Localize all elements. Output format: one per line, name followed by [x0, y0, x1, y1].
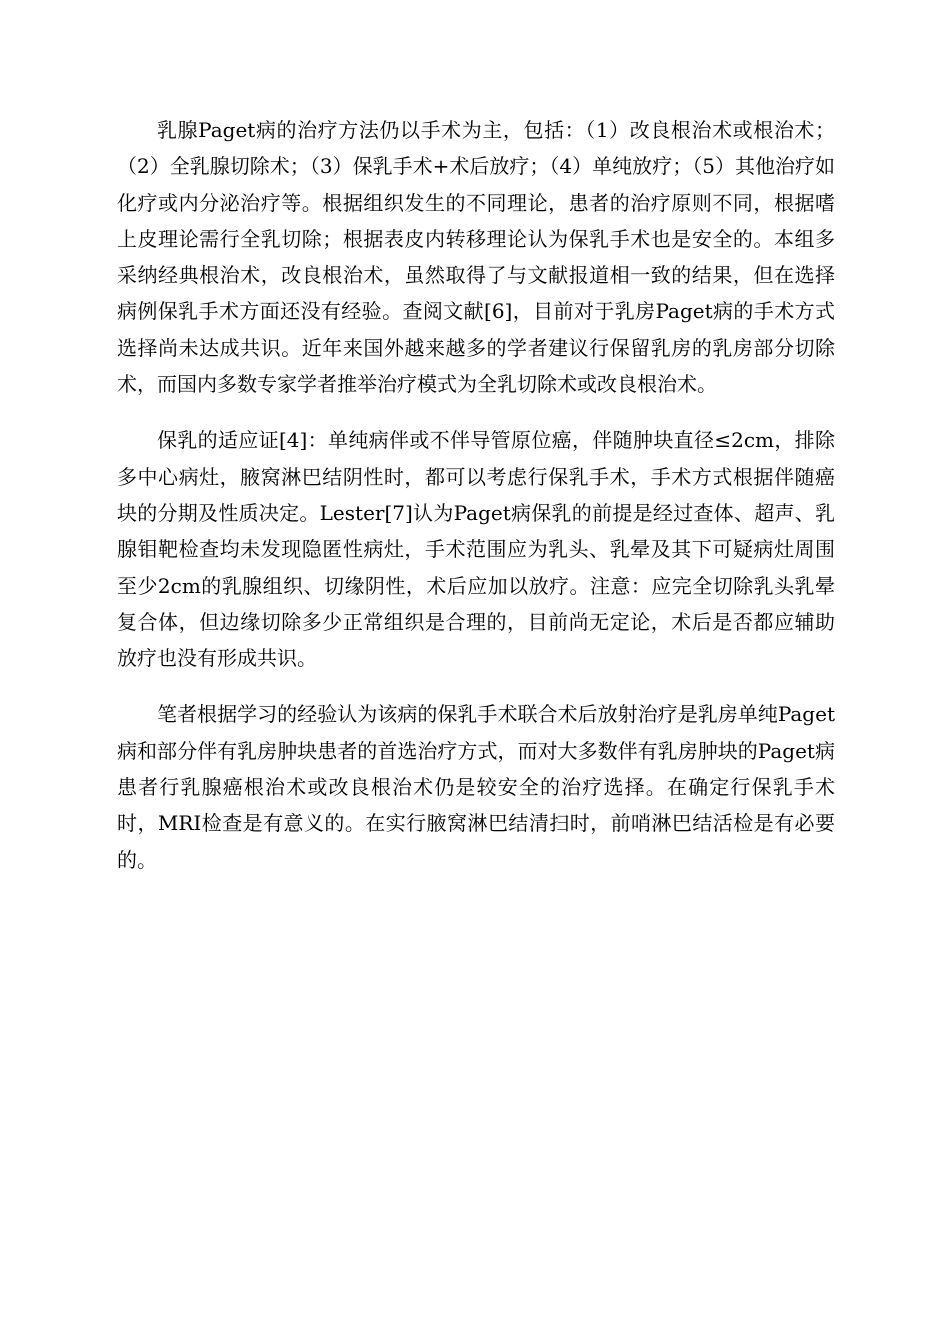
paragraph-author-opinion: 笔者根据学习的经验认为该病的保乳手术联合术后放射治疗是乳房单纯Paget病和部分伴有乳房肿块患者的首选治疗方式，而对大多数伴有乳房肿块的Paget病患者行乳腺癌根治术或改良根治术仍是较安全的治疗选择。在确定行保乳手术时，MRI检查是有意义的。在实行腋窝淋巴结清扫时，前哨淋巴结活检是有必要的。	[117, 702, 835, 872]
paragraph-treatment-methods: 乳腺Paget病的治疗方法仍以手术为主，包括：（1）改良根治术或根治术；（2）全乳腺切除术；（3）保乳手术+术后放疗；（4）单纯放疗；（5）其他治疗如化疗或内分泌治疗等。根据组织发生的不同理论，患者的治疗原则不同，根据嗜上皮理论需行全乳切除；根据表皮内转移理论认为保乳手术也是安全的。本组多采纳经典根治术，改良根治术，虽然取得了与文献报道相一致的结果，但在选择病例保乳手术方面还没有经验。查阅文献[6]，目前对于乳房Paget病的手术方式选择尚未达成共识。近年来国外越来越多的学者建议行保留乳房的乳房部分切除术，而国内多数专家学者推举治疗模式为全乳切除术或改良根治术。	[117, 118, 835, 397]
paragraph-breast-conserving-indications: 保乳的适应证[4]：单纯病伴或不伴导管原位癌，伴随肿块直径≤2cm，排除多中心病灶，腋窝淋巴结阴性时，都可以考虑行保乳手术，手术方式根据伴随癌块的分期及性质决定。Lester[7]认为Paget病保乳的前提是经过查体、超声、乳腺钼靶检查均未发现隐匿性病灶，手术范围应为乳头、乳晕及其下可疑病灶周围至少2cm的乳腺组织、切缘阴性，术后应加以放疗。注意：应完全切除乳头乳晕复合体，但边缘切除多少正常组织是合理的，目前尚无定论，术后是否都应辅助放疗也没有形成共识。	[117, 428, 835, 671]
document-body	[117, 112, 835, 878]
